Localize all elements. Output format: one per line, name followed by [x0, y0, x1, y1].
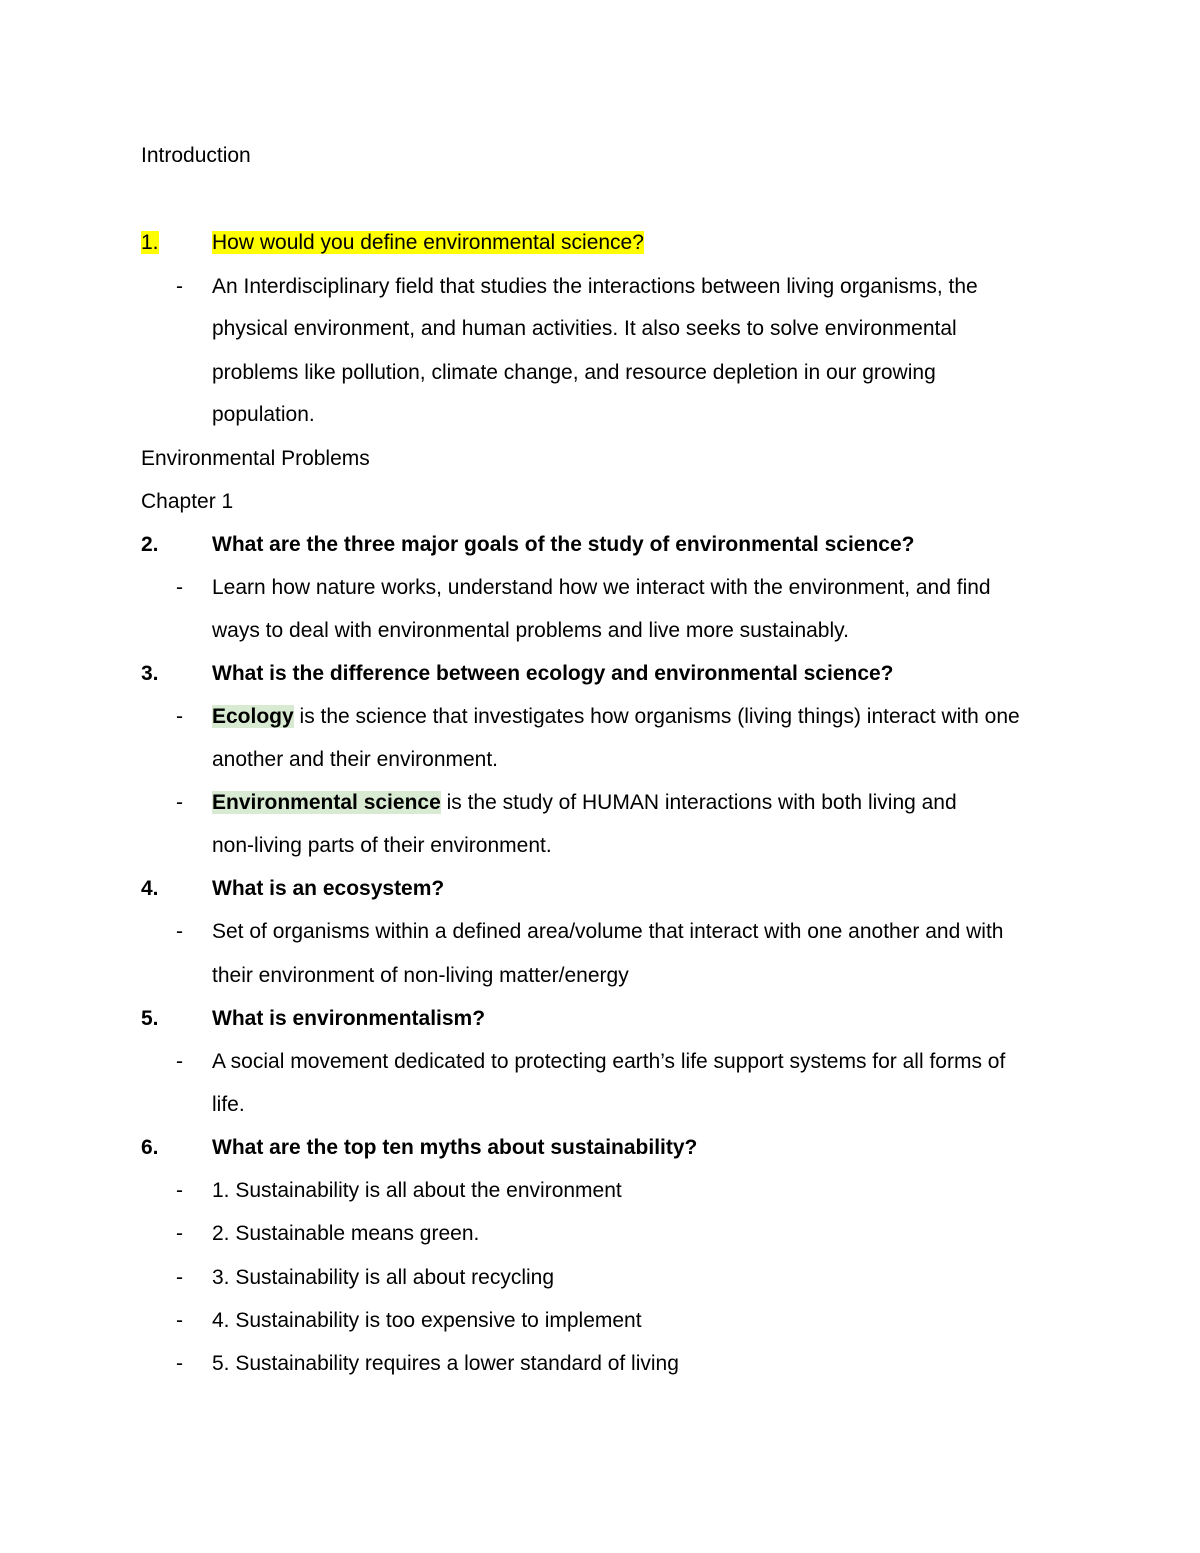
bullet-dash: - [176, 1309, 183, 1332]
myth-2: 2. Sustainable means green. [212, 1222, 480, 1245]
answer-3b-line-1: Environmental science is the study of HUMAN interactions with both living and [212, 791, 957, 814]
question-4-text: What is an ecosystem? [212, 877, 445, 900]
bullet-dash: - [176, 1222, 183, 1245]
myth-1: 1. Sustainability is all about the environment [212, 1179, 622, 1202]
answer-3b-line-2: non-living parts of their environment. [212, 834, 552, 857]
myth-4: 4. Sustainability is too expensive to implement [212, 1309, 642, 1332]
answer-1-line-1: An Interdisciplinary field that studies the interactions between living organisms, the [212, 275, 978, 298]
bullet-dash: - [176, 275, 183, 298]
bullet-dash: - [176, 791, 183, 814]
answer-5-line-2: life. [212, 1093, 245, 1116]
question-3-number: 3. [141, 662, 159, 685]
bullet-dash: - [176, 576, 183, 599]
bullet-dash: - [176, 1266, 183, 1289]
answer-1-line-4: population. [212, 403, 315, 426]
answer-4-line-2: their environment of non-living matter/energy [212, 964, 629, 987]
answer-4-line-1: Set of organisms within a defined area/volume that interact with one another and with [212, 920, 1004, 943]
answer-3a-line-2: another and their environment. [212, 748, 499, 771]
term-environmental-science: Environmental science [212, 791, 441, 814]
heading-chapter: Chapter 1 [141, 490, 234, 513]
answer-1-line-3: problems like pollution, climate change, and resource depletion in our growing [212, 361, 936, 384]
question-2-text: What are the three major goals of the study of environmental science? [212, 533, 915, 556]
question-6-text: What are the top ten myths about sustainability? [212, 1136, 698, 1159]
question-5-text: What is environmentalism? [212, 1007, 486, 1030]
heading-environmental-problems: Environmental Problems [141, 447, 370, 470]
myth-5: 5. Sustainability requires a lower standard of living [212, 1352, 679, 1375]
bullet-dash: - [176, 1179, 183, 1202]
question-1-text: How would you define environmental science? [212, 231, 644, 254]
answer-1-line-2: physical environment, and human activities. It also seeks to solve environmental [212, 317, 957, 340]
question-4-number: 4. [141, 877, 159, 900]
bullet-dash: - [176, 1050, 183, 1073]
answer-2-line-1: Learn how nature works, understand how we interact with the environment, and find [212, 576, 991, 599]
bullet-dash: - [176, 1352, 183, 1375]
answer-5-line-1: A social movement dedicated to protecting earth’s life support systems for all forms of [212, 1050, 1006, 1073]
bullet-dash: - [176, 705, 183, 728]
myth-3: 3. Sustainability is all about recycling [212, 1266, 555, 1289]
heading-introduction: Introduction [141, 144, 251, 167]
question-1-number: 1. [141, 231, 159, 254]
question-3-text: What is the difference between ecology and environmental science? [212, 662, 894, 685]
answer-3a-line-1: Ecology is the science that investigates how organisms (living things) interact with one [212, 705, 1020, 728]
question-5-number: 5. [141, 1007, 159, 1030]
term-ecology: Ecology [212, 705, 294, 728]
question-2-number: 2. [141, 533, 159, 556]
answer-2-line-2: ways to deal with environmental problems and live more sustainably. [212, 619, 849, 642]
question-6-number: 6. [141, 1136, 159, 1159]
bullet-dash: - [176, 920, 183, 943]
